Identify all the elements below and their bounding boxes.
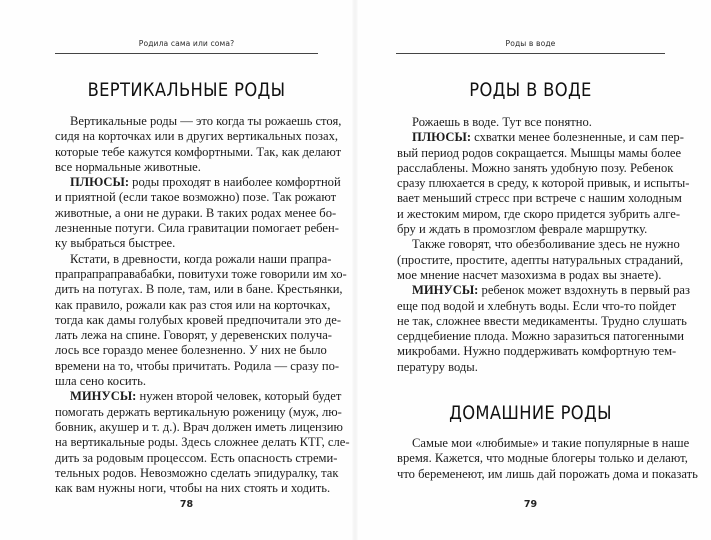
header-rule	[396, 53, 665, 54]
bold-label: МИНУСЫ:	[412, 283, 479, 298]
section-title: ВЕРТИКАЛЬНЫЕ РОДЫ	[87, 79, 286, 101]
text-line: шла сено косить.	[55, 374, 147, 389]
text-line: (простите, простите, адепты натуральных страданий,	[397, 252, 684, 267]
text-line: время. Кажется, что модные блогеры только и делают,	[397, 451, 688, 466]
text-line: сразу плюхается в среду, к которой привык, и испыты-	[397, 176, 690, 191]
header-rule	[55, 53, 318, 54]
text-line: вый период родов сокращается. Мышцы мамы более	[397, 145, 682, 160]
text-line: и приятной (если такое возможно) позе. Так рожают	[55, 190, 337, 205]
text-line: не так, сложнее ввести медикаменты. Трудно слушать	[397, 313, 687, 328]
text-line: лось все гораздо менее болезненно. У них не было	[55, 343, 327, 358]
right-page	[355, 0, 711, 540]
text-line: все нормальные животные.	[55, 159, 201, 174]
text-line: дить за родовым процессом. Есть опасность стреми-	[55, 450, 338, 465]
running-head: Родила сама или сома?	[138, 39, 235, 48]
running-head: Роды в воде	[505, 39, 556, 48]
page-number: 79	[523, 499, 538, 510]
text-line: ку выбраться быстрее.	[55, 236, 176, 251]
text-line: пературу воды.	[397, 359, 478, 374]
text-line: и жестоким миром, где скоро придется зубрить алге-	[397, 206, 681, 221]
section-title-home-birth: ДОМАШНИЕ РОДЫ	[449, 402, 612, 424]
text-line: тельных родов. Невозможно сделать эпидуралку, так	[55, 465, 339, 480]
text-line: прапрапраправабабки, повитухи тоже говорили им хо-	[55, 266, 347, 281]
text-line: помогать держать вертикальную роженицу (муж, лю-	[55, 404, 342, 419]
text-line: дить на потугах. В поле, там, или в бане. Крестьянки,	[55, 282, 343, 297]
text-line: Рожаешь в воде. Тут все понятно.	[412, 115, 592, 129]
book-gutter	[352, 0, 358, 540]
text-line: расслаблены. Можно занять удобную позу. Ребенок	[397, 160, 674, 175]
text-line: МИНУСЫ: нужен второй человек, который будет	[70, 389, 342, 404]
text-line: микробами. Нужно поддерживать комфортную тем-	[397, 344, 677, 359]
bold-label: МИНУСЫ:	[70, 389, 137, 404]
text-line: тогда как дамы голубых кровей предпочитали это де-	[55, 312, 342, 327]
text-line: на вертикальные роды. Здесь сложнее делать КТГ, сле-	[55, 435, 350, 450]
bold-label: ПЛЮСЫ:	[70, 175, 130, 190]
text-line: ПЛЮСЫ: схватки менее болезненные, и сам пер-	[412, 130, 684, 145]
text-line: ПЛЮСЫ: роды проходят в наиболее комфортной	[70, 175, 341, 190]
text-line: сердцебиение плода. Можно заразиться патогенными	[397, 329, 684, 344]
body-text	[55, 114, 350, 496]
body-text	[397, 115, 690, 375]
text-line: МИНУСЫ: ребенок может вздохнуть в первый раз	[412, 283, 690, 298]
text-line: животные, а они не дураки. В таких родах менее бо-	[55, 205, 337, 220]
text-line: мое мнение насчет мазохизма в родах вы знаете).	[397, 267, 662, 282]
text-line: лезненные потуги. Сила гравитации помогает ребен-	[55, 221, 339, 236]
text-line: которые тебе кажутся комфортными. Так, как делают	[55, 144, 342, 159]
text-line: что беременеют, им лишь дай порожать дома и показать	[397, 466, 698, 481]
text-line: бовник, акушер и т. д.). Врач должен иметь лицензию	[55, 419, 343, 434]
text-line: лать лежа на спине. Говорят, у деревенских получа-	[55, 328, 332, 343]
left-page	[0, 0, 355, 540]
text-line: вает меньший стресс при встрече с нашим холодным	[397, 191, 682, 206]
text-line: сидя на корточках или в других вертикальных позах,	[55, 129, 339, 144]
text-line: Самые мои «любимые» и такие популярные в наше	[412, 436, 690, 450]
bold-label: ПЛЮСЫ:	[412, 130, 472, 145]
text-line: Также говорят, что обезболивание здесь не нужно	[412, 237, 680, 252]
page-number: 78	[179, 499, 194, 510]
text-line: Кстати, в древности, когда рожали наши прапра-	[70, 251, 332, 266]
text-line: еще под водой и хлебнуть воды. Если что-то пойдет	[397, 298, 677, 313]
body-text-home-birth	[397, 436, 698, 482]
text-line: как вам нужны ноги, чтобы на них стоять и ходить.	[55, 481, 331, 496]
text-line: времени на то, чтобы причитать. Родила — сразу по-	[55, 358, 340, 373]
text-line: бру и ждать в промозглом феврале маршрутку.	[397, 222, 648, 237]
text-line: как правило, рожали как раз стоя или на корточках,	[55, 297, 331, 312]
section-title: РОДЫ В ВОДЕ	[469, 79, 592, 101]
text-line: Вертикальные роды — это когда ты рожаешь стоя,	[70, 114, 342, 128]
